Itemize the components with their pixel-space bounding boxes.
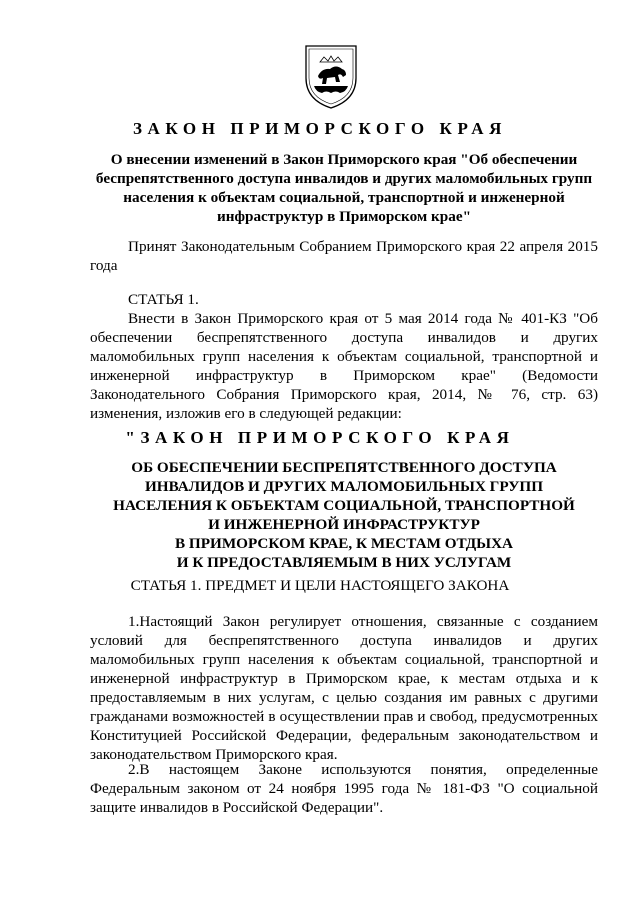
subtitle-line: инфраструктур в Приморском крае" — [216, 208, 472, 225]
law-subtitle — [90, 150, 598, 226]
law-title: ЗАКОН ПРИМОРСКОГО КРАЯ — [132, 119, 508, 138]
inner-article-1-heading: СТАТЬЯ 1. ПРЕДМЕТ И ЦЕЛИ НАСТОЯЩЕГО ЗАКОНА — [130, 577, 510, 594]
inner-subtitle-line: ОБ ОБЕСПЕЧЕНИИ БЕСПРЕПЯТСТВЕННОГО ДОСТУПА — [131, 459, 557, 476]
adoption-note: Принят Законодательным Собранием Приморского края 22 апреля 2015 года — [90, 238, 598, 274]
subtitle-line: беспрепятственного доступа инвалидов и других маломобильных групп — [95, 170, 593, 187]
inner-paragraph-1: 1.Настоящий Закон регулирует отношения, связанные с созданием условий для беспрепятственного доступа инвалидов и других маломобильных групп населения к объектам социальной, транспортной и инженерной инфраструктур в Приморском крае, к местам отдыха и к предоставляемым в них услугам, с целью создания им равных с другими гражданами возможностей в осуществлении прав и свобод, предусмотренных Конституцией Российской Федерации, федеральным законодательством и законодательством Приморского края. — [90, 613, 598, 763]
subtitle-line: населения к объектам социальной, транспортной и инженерной — [123, 189, 565, 206]
subtitle-line: О внесении изменений в Закон Приморского края "Об обеспечении — [110, 151, 578, 168]
inner-subtitle-line: НАСЕЛЕНИЯ К ОБЪЕКТАМ СОЦИАЛЬНОЙ, ТРАНСПОРТНОЙ — [113, 497, 575, 514]
inner-subtitle-line: В ПРИМОРСКОМ КРАЕ, К МЕСТАМ ОТДЫХА — [174, 535, 514, 552]
inner-subtitle-line: ИНВАЛИДОВ И ДРУГИХ МАЛОМОБИЛЬНЫХ ГРУПП — [144, 478, 544, 495]
inner-law-title: "ЗАКОН ПРИМОРСКОГО КРАЯ — [125, 428, 515, 447]
article-1-text: Внести в Закон Приморского края от 5 мая 2014 года № 401-КЗ "Об обеспечении беспрепятственного доступа инвалидов и других маломобильных групп населения к объектам социальной, транспортной и инженерной инфраструктур в Приморском крае" (Ведомости Законодательного Собрания Приморского края, 2014, № 76, стр. 63) изменения, изложив его в следующей редакции: — [90, 310, 598, 422]
inner-subtitle-line: И К ПРЕДОСТАВЛЯЕМЫМ В НИХ УСЛУГАМ — [176, 554, 512, 571]
coat-of-arms-icon — [300, 42, 362, 110]
inner-law-subtitle — [90, 458, 598, 572]
inner-paragraph-2: 2.В настоящем Законе используются понятия, определенные Федеральным законом от 24 ноября 1995 года № 181-ФЗ "О социальной защите инвалидов в Российской Федерации". — [90, 761, 598, 816]
article-1-heading: СТАТЬЯ 1. — [128, 291, 199, 308]
inner-subtitle-line: И ИНЖЕНЕРНОЙ ИНФРАСТРУКТУР — [208, 516, 480, 533]
